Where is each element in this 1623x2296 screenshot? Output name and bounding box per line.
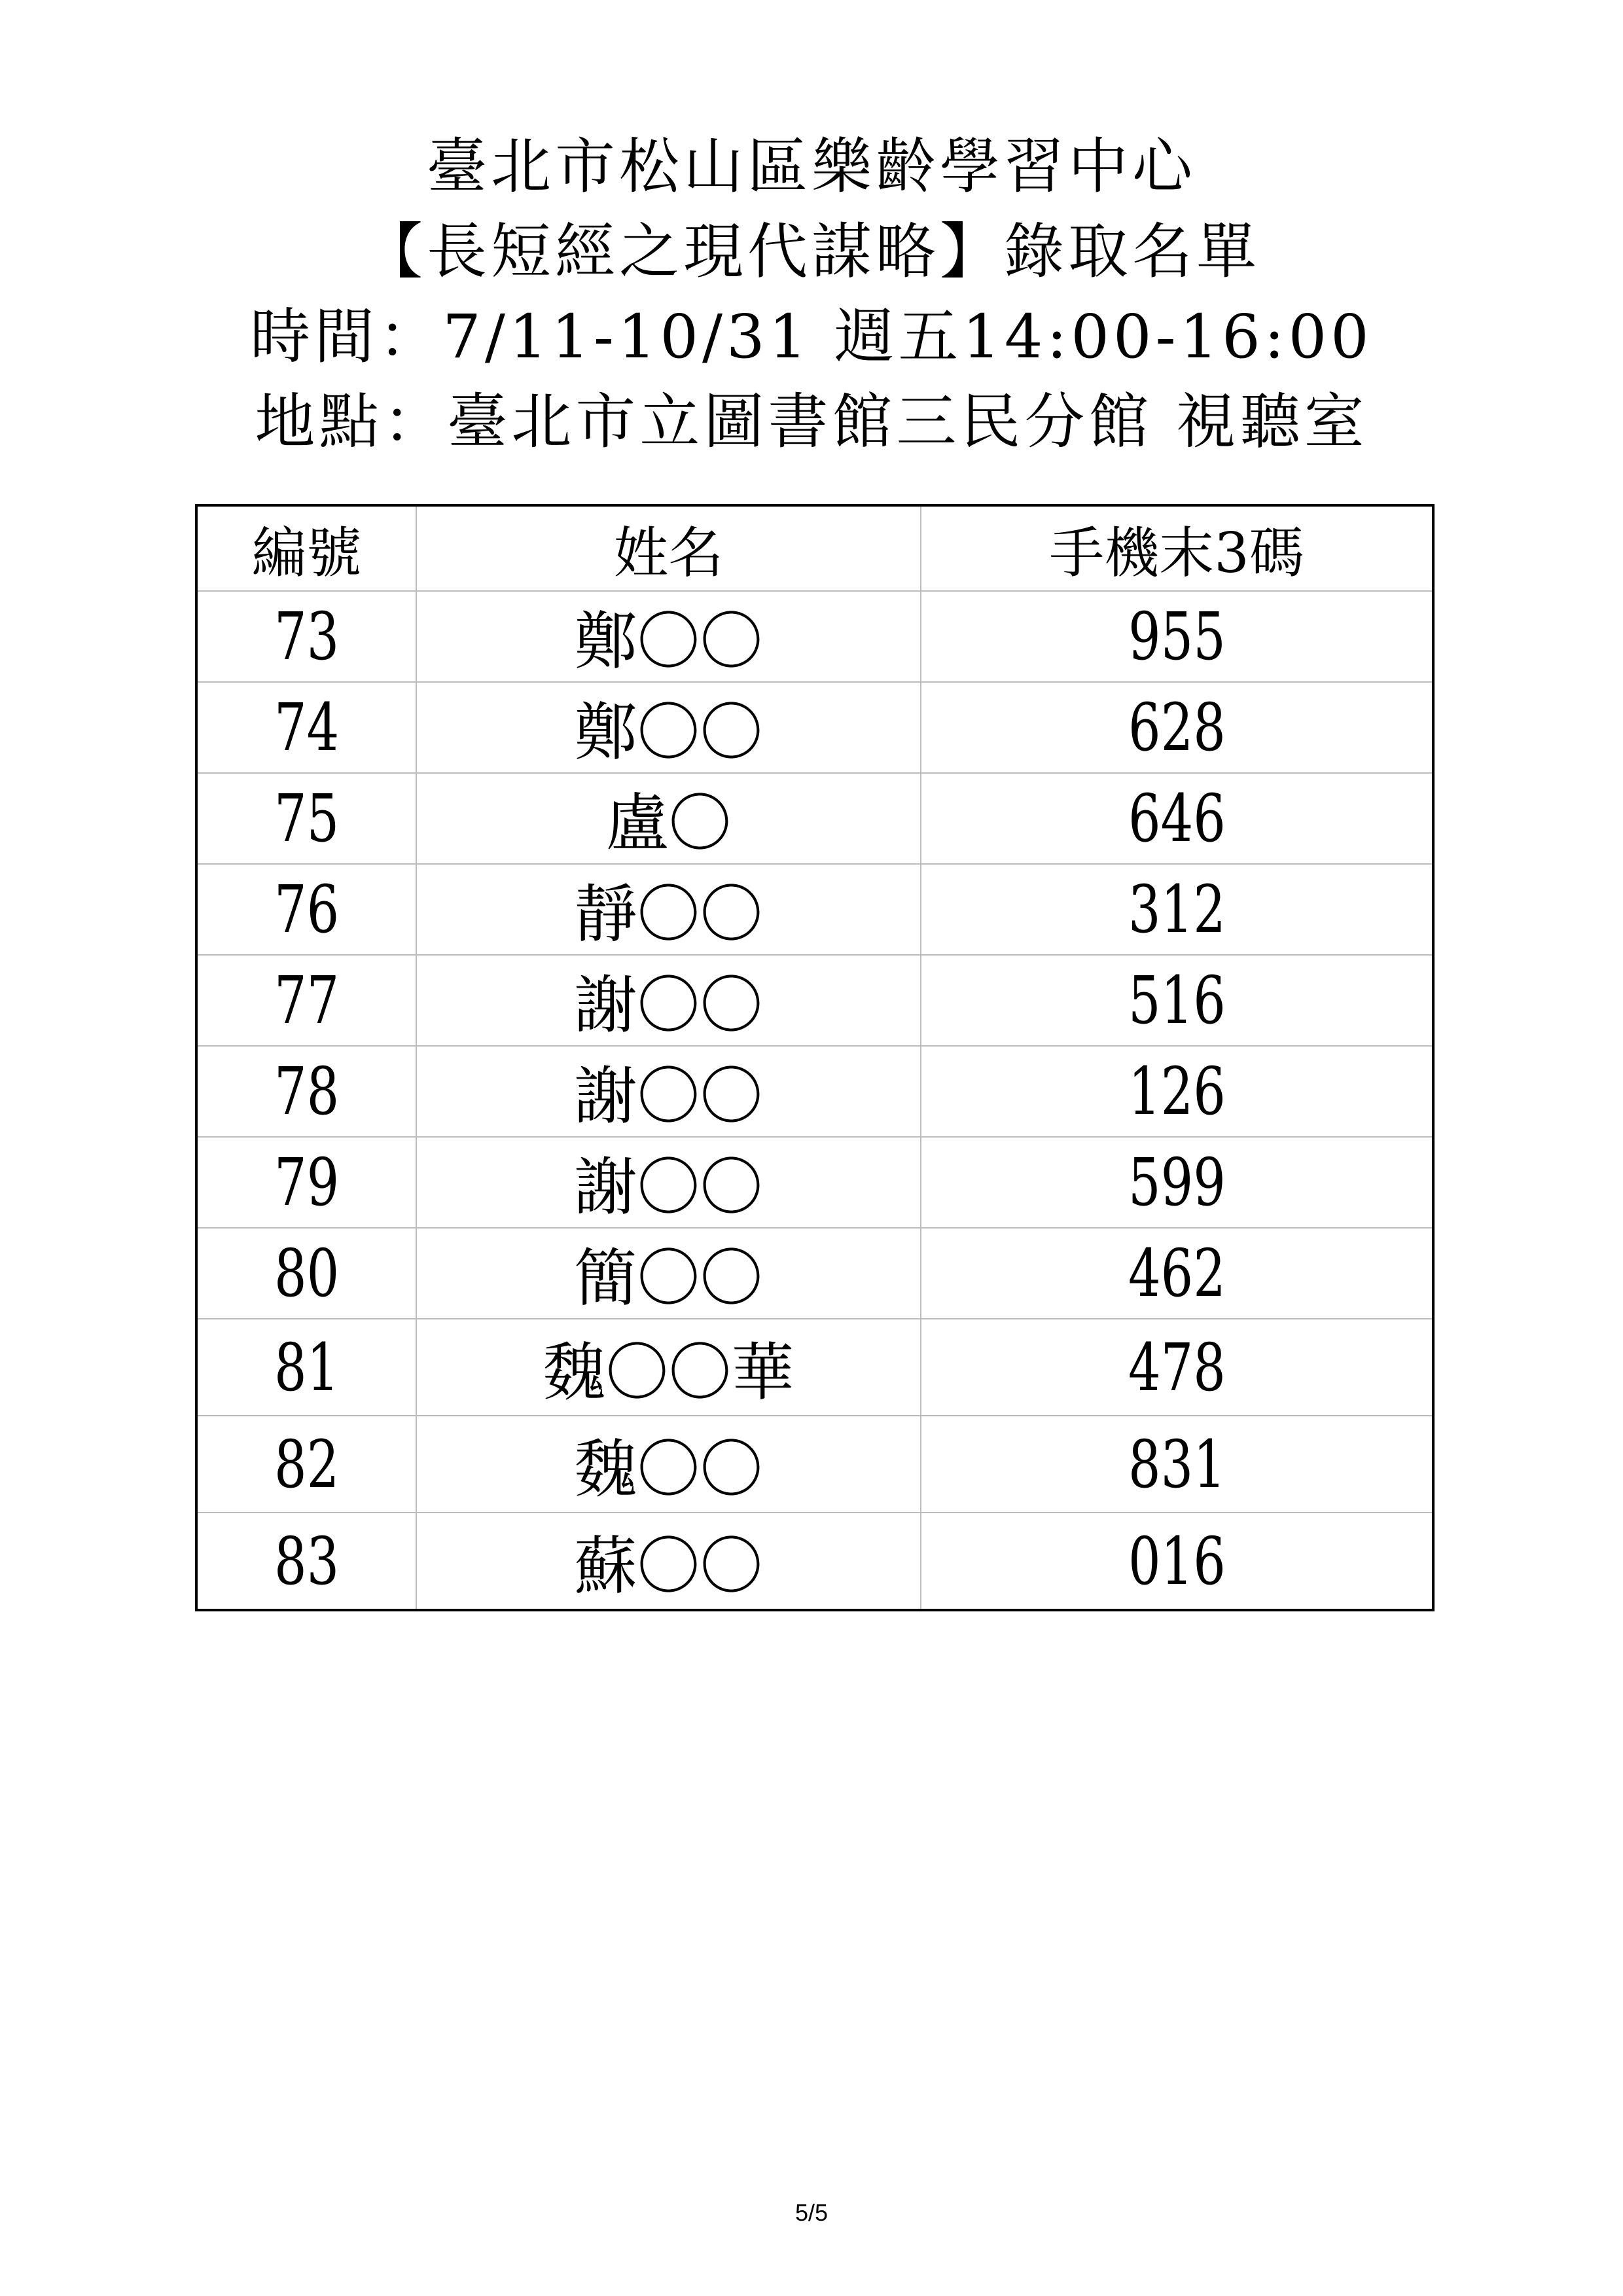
course-time: 時間：7/11-10/31 週五14:00-16:00 xyxy=(250,302,1373,372)
row-name-value: 鄭〇〇 xyxy=(574,696,763,769)
row-name xyxy=(416,773,921,864)
row-number xyxy=(196,682,416,773)
table-row xyxy=(196,1319,1433,1416)
admission-list-table xyxy=(195,504,1435,1611)
row-phone xyxy=(921,955,1433,1046)
table-row xyxy=(196,1416,1433,1513)
row-number-value: 79 xyxy=(274,1144,340,1221)
row-number xyxy=(196,1416,416,1513)
course-location: 地點：臺北市立圖書館三民分館 視聽室 xyxy=(255,387,1368,457)
row-phone xyxy=(921,1416,1433,1513)
table-row xyxy=(196,1137,1433,1228)
row-phone-value: 312 xyxy=(1128,871,1226,948)
table-row xyxy=(196,682,1433,773)
row-name-value: 盧〇 xyxy=(605,787,732,860)
row-phone-value: 955 xyxy=(1128,598,1226,675)
column-header-phone: 手機末3碼 xyxy=(921,505,1433,591)
row-phone xyxy=(921,1319,1433,1416)
table-row xyxy=(196,1513,1433,1610)
row-name xyxy=(416,682,921,773)
row-name-value: 謝〇〇 xyxy=(574,969,763,1042)
row-number xyxy=(196,1319,416,1416)
row-number xyxy=(196,1046,416,1137)
row-name xyxy=(416,1137,921,1228)
row-phone xyxy=(921,864,1433,955)
row-number-value: 73 xyxy=(274,598,340,675)
row-phone xyxy=(921,682,1433,773)
row-phone-value: 646 xyxy=(1128,780,1226,857)
row-phone xyxy=(921,1046,1433,1137)
row-phone-value: 628 xyxy=(1128,689,1226,766)
row-phone xyxy=(921,1228,1433,1319)
table-row xyxy=(196,591,1433,682)
row-number-value: 82 xyxy=(274,1426,340,1503)
table-row xyxy=(196,1228,1433,1319)
column-header-name: 姓名 xyxy=(416,505,921,591)
row-name-value: 蘇〇〇 xyxy=(574,1529,763,1603)
document-header xyxy=(0,124,1623,465)
table-row xyxy=(196,773,1433,864)
row-phone-value: 516 xyxy=(1128,962,1226,1039)
row-number xyxy=(196,1513,416,1610)
row-name xyxy=(416,955,921,1046)
row-phone xyxy=(921,591,1433,682)
row-number xyxy=(196,864,416,955)
row-name-value: 魏〇〇 xyxy=(574,1432,763,1506)
row-name-value: 謝〇〇 xyxy=(574,1151,763,1224)
row-name-value: 鄭〇〇 xyxy=(574,605,763,678)
row-phone-value: 016 xyxy=(1128,1522,1226,1600)
row-name xyxy=(416,591,921,682)
table-row xyxy=(196,955,1433,1046)
row-name-value: 魏〇〇華 xyxy=(543,1335,794,1409)
row-number xyxy=(196,1137,416,1228)
table-header-row xyxy=(196,505,1433,591)
row-phone xyxy=(921,1513,1433,1610)
row-name-value: 謝〇〇 xyxy=(574,1060,763,1133)
row-phone-value: 831 xyxy=(1128,1426,1226,1503)
row-number xyxy=(196,1228,416,1319)
row-name xyxy=(416,864,921,955)
row-number-value: 76 xyxy=(274,871,340,948)
row-number xyxy=(196,591,416,682)
row-phone-value: 126 xyxy=(1128,1053,1226,1130)
row-number-value: 75 xyxy=(274,780,340,857)
row-number xyxy=(196,773,416,864)
table-row xyxy=(196,864,1433,955)
center-name: 臺北市松山區樂齡學習中心 xyxy=(426,132,1196,202)
row-number-value: 81 xyxy=(274,1329,340,1406)
row-phone-value: 478 xyxy=(1128,1329,1226,1406)
course-title: 【長短經之現代謀略】錄取名單 xyxy=(362,217,1260,287)
row-name xyxy=(416,1513,921,1610)
row-name xyxy=(416,1416,921,1513)
row-number-value: 83 xyxy=(274,1522,340,1600)
row-name-value: 靜〇〇 xyxy=(574,878,763,951)
table-row xyxy=(196,1046,1433,1137)
row-phone xyxy=(921,1137,1433,1228)
row-number-value: 74 xyxy=(274,689,340,766)
row-name xyxy=(416,1046,921,1137)
row-name-value: 簡〇〇 xyxy=(574,1242,763,1315)
row-name xyxy=(416,1319,921,1416)
row-phone-value: 599 xyxy=(1128,1144,1226,1221)
row-number-value: 78 xyxy=(274,1053,340,1130)
row-number-value: 80 xyxy=(274,1235,340,1312)
row-name xyxy=(416,1228,921,1319)
row-number-value: 77 xyxy=(274,962,340,1039)
page-number: 5/5 xyxy=(794,2199,829,2226)
row-number xyxy=(196,955,416,1046)
row-phone-value: 462 xyxy=(1128,1235,1226,1312)
row-phone xyxy=(921,773,1433,864)
column-header-number: 編號 xyxy=(196,505,416,591)
